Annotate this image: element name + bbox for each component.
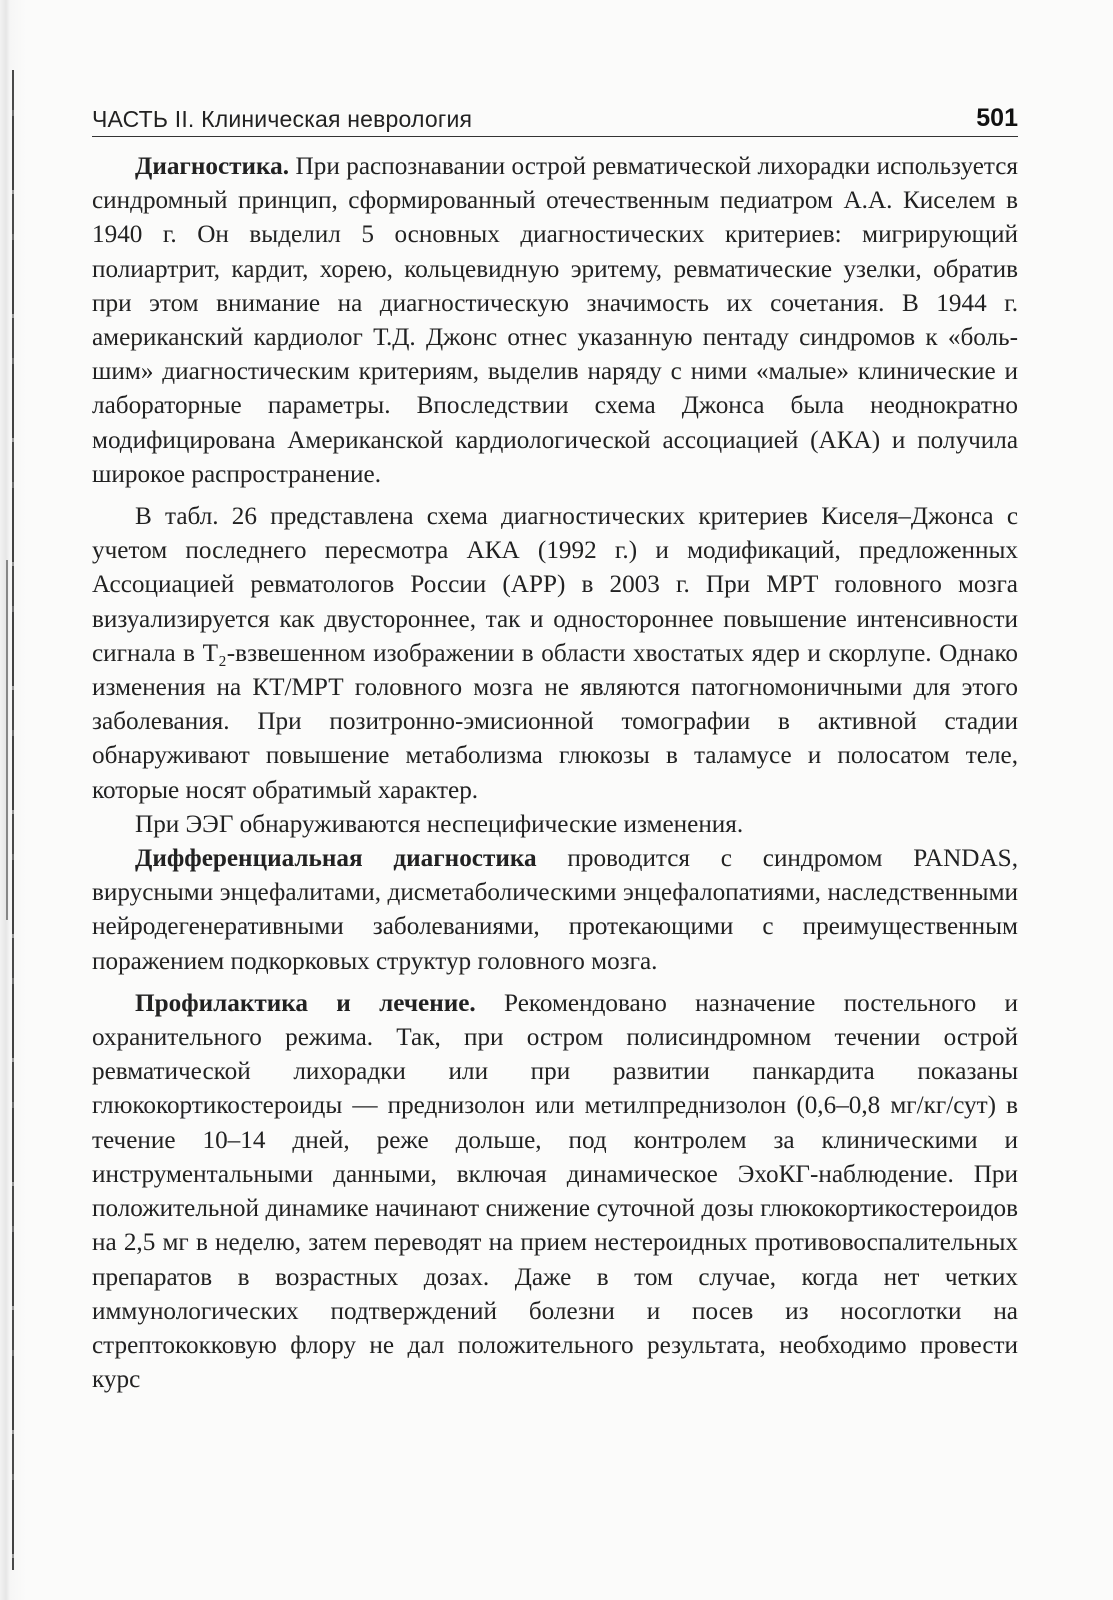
paragraph-criteria <box>92 500 1018 808</box>
binding-edge-shadow <box>6 560 8 920</box>
body-text <box>92 150 1018 1397</box>
binding-edge <box>12 70 14 1570</box>
paragraph-body: проводится с синдромом PANDAS, вирусными энцефалитами, дисметаболическими энцефалопатиями, наследственными нейродегенеративными заболеваниями, протекающими с преимущественным поражением подкорковых структур головного мозга. <box>92 845 1018 975</box>
paragraph-eeg <box>92 808 1018 842</box>
paragraph-treatment <box>92 987 1018 1397</box>
page-header <box>92 102 1018 137</box>
paragraph-body: При ЭЭГ обнаруживаются неспецифические изменения. <box>135 810 744 838</box>
page-number: 501 <box>976 104 1018 132</box>
paragraph-differential <box>92 842 1018 979</box>
paragraph-diagnostics <box>92 150 1018 492</box>
running-title: ЧАСТЬ II. Клиническая неврология <box>92 106 473 132</box>
paragraph-lead: Дифференциальная диагностика <box>135 845 537 873</box>
paragraph-lead: Диагностика. <box>135 153 290 180</box>
paragraph-lead: Профилактика и лечение. <box>135 989 476 1017</box>
paragraph-body: В табл. 26 представлена схема диагностических критериев Киселя–Джонса с учетом последнего пересмотра АКА (1992 г.) и модификаций, предложенных Ассоциацией ревматологов России (АРР) в 2003 г. При МРТ головного мозга визуализируется как двустороннее, так и одностороннее повышение интенсивности сигнала в Т₂-взвешенном изображении в области хвостатых ядер и скорлупе. Однако изменения на КТ/МРТ головного мозга не являются патогномоничными для этого заболевания. При позитронно-эмисионной томографии в активной стадии обнаруживают повышение метаболизма глюкозы в таламусе и полосатом теле, которые носят обратимый характер. <box>92 503 1018 804</box>
paragraph-body: Рекомендовано назначение постельного и охранительного режима. Так, при остром полисиндромном течении острой ревматической лихорадки или при развитии панкардита показаны глюкокортикостероиды — преднизолон или метилпреднизолон (0,6–0,8 мг/кг/сут) в течение 10–14 дней, реже дольше, под контролем за клиническими и инструментальными данными, включая динамическое ЭхоКГ-наблюдение. При положительной динамике начинают снижение суточной дозы глюкокортикостероидов на 2,5 мг в неделю, затем переводят на прием нестероидных противовоспалительных препаратов в возрастных дозах. Даже в том случае, когда нет четких иммунологических подтверждений болезни и посев из носоглотки на стрептококковую флору не дал положительного результата, необходимо провести курс <box>92 989 1018 1394</box>
paragraph-body: При распознавании острой ревматической лихорадки используется синдромный принцип, сформированный отечественным педиатром А.А. Киселем в 1940 г. Он выделил 5 основных диагностических критериев: мигрирующий полиартрит, кардит, хорею, кольцевидную эритему, ревматические узелки, обратив при этом внимание на диагностическую значимость их сочетания. В 1944 г. американский кардиолог Т.Д. Джонс отнес указанную пентаду синдромов к «большим» диагностическим критериям, выделив наряду с ними «малые» клинические и лабораторные параметры. Впоследствии схема Джонса была неоднократно модифицирована Американской кардиологической ассоциацией (АКА) и получила широкое распространение. <box>92 153 1018 488</box>
